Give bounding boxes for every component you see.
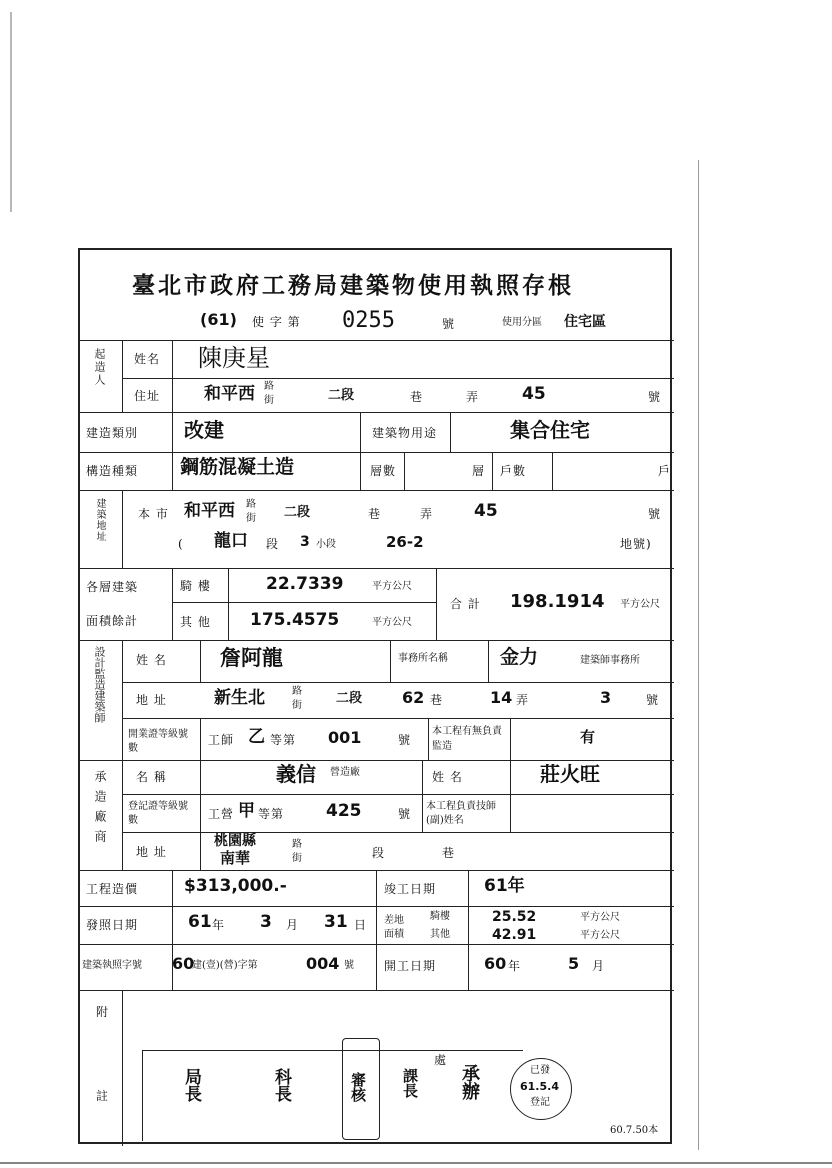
contractor-reg-prefix: 工營	[208, 807, 235, 821]
date-seal-top: 已發	[530, 1065, 550, 1076]
issue-label: 發照日期	[86, 918, 139, 932]
diff-arcade-label: 騎樓	[430, 911, 450, 922]
permit-value-number: 004	[306, 954, 340, 973]
households-label: 戶數	[500, 464, 527, 478]
applicant-street-label: 街	[264, 395, 274, 406]
designer-lane-value: 62	[402, 688, 425, 707]
area-arcade-label: 騎 樓	[180, 579, 211, 593]
site-subsection: 3	[300, 534, 310, 550]
designer-name-label: 姓 名	[136, 653, 167, 667]
permit-year: (61)	[200, 310, 237, 329]
designer-lane-label: 巷	[430, 693, 444, 707]
contractor-name-label: 名 稱	[136, 770, 167, 784]
stamp-handler: 承辦	[459, 1064, 480, 1100]
contractor-tech-label: 本工程負責技師(副)姓名	[426, 801, 496, 826]
designer-office-label: 事務所名稱	[398, 653, 448, 664]
contractor-lane-label: 巷	[442, 846, 456, 860]
designer-office-suffix: 建築師事務所	[580, 655, 640, 666]
designer-road-label: 路	[292, 686, 302, 697]
site-number-value: 45	[474, 501, 498, 521]
notes-label-bottom: 註	[96, 1089, 110, 1103]
site-street-label: 街	[246, 513, 256, 524]
area-other-unit: 平方公尺	[372, 617, 412, 628]
contractor-reg-grade: 甲	[238, 801, 255, 821]
designer-hao-label: 號	[646, 693, 660, 707]
contractor-reg-mid: 等第	[258, 807, 285, 821]
site-paren-open: (	[178, 537, 184, 551]
issue-month: 3	[260, 912, 272, 932]
designer-section-value: 二段	[336, 691, 363, 706]
stamp-director: 局長	[181, 1068, 201, 1102]
site-small-section-label: 小段	[316, 539, 336, 550]
stamp-review: 審核	[349, 1072, 367, 1102]
applicant-alley-label: 弄	[466, 390, 480, 404]
date-seal-bottom: 登記	[530, 1097, 550, 1108]
cost-label: 工程造價	[86, 882, 139, 896]
site-hao-label: 號	[648, 507, 662, 521]
designer-license-number: 001	[328, 728, 362, 747]
site-street: 和平西	[184, 501, 235, 521]
building-use-label: 建築物用途	[372, 426, 438, 440]
designer-license-label: 開業證等級號數	[128, 729, 188, 754]
diff-label: 差地面積	[384, 915, 404, 940]
structure-label: 構造種類	[86, 464, 139, 478]
contractor-reg-label: 登記證等級號數	[128, 801, 188, 826]
designer-number-value: 3	[600, 688, 612, 707]
site-lane-label: 巷	[368, 507, 382, 521]
area-total-unit: 平方公尺	[620, 599, 660, 610]
footer-code: 60.7.50本	[610, 1125, 659, 1136]
scan-bottom-line	[0, 1162, 832, 1164]
issue-day: 31	[324, 912, 348, 932]
applicant-name-label: 姓名	[134, 352, 161, 366]
applicant-hao-label: 號	[648, 390, 662, 404]
permit-value-year: 60	[172, 954, 195, 973]
household-unit: 戶	[658, 464, 672, 478]
notes-label-top: 附	[96, 1005, 110, 1019]
stamp-office: 處	[434, 1053, 448, 1067]
area-other-value: 175.4575	[250, 610, 340, 630]
structure-value: 鋼筋混凝土造	[180, 456, 295, 478]
start-month: 5	[568, 954, 580, 973]
designer-alley-value: 14	[490, 688, 513, 707]
area-label-2: 面積餘計	[86, 614, 139, 628]
floor-unit: 層	[472, 464, 486, 478]
contractor-section-label: 段	[372, 846, 386, 860]
permit-value-suffix: 號	[344, 960, 354, 971]
area-other-label: 其 他	[180, 615, 211, 629]
permit-label: 建築執照字號	[82, 960, 142, 971]
designer-supervisor-label: 本工程有無負責監造	[432, 726, 502, 752]
site-city-label: 本 市	[138, 507, 169, 521]
diff-arcade-value: 25.52	[492, 909, 537, 925]
applicant-lane-label: 巷	[410, 390, 424, 404]
designer-office-value: 金力	[500, 646, 539, 668]
contractor-reg-suffix: 號	[398, 807, 412, 821]
start-year: 60	[484, 954, 507, 973]
contractor-road-label: 路	[292, 839, 302, 850]
diff-other-unit: 平方公尺	[580, 930, 620, 941]
date-seal-value: 61.5.4	[520, 1080, 559, 1093]
site-land-label: 地號)	[620, 537, 652, 551]
applicant-road-label: 路	[264, 381, 274, 392]
designer-license-mid: 等第	[270, 733, 297, 747]
designer-address-label: 地 址	[136, 693, 167, 707]
area-arcade-unit: 平方公尺	[372, 581, 412, 592]
applicant-section-value: 二段	[328, 388, 355, 403]
applicant-address-label: 住址	[134, 389, 161, 403]
cost-value: $313,000.-	[184, 876, 287, 896]
scan-edge-line	[698, 160, 699, 1150]
completion-label: 竣工日期	[384, 882, 437, 896]
designer-license-suffix: 號	[398, 733, 412, 747]
diff-arcade-unit: 平方公尺	[580, 912, 620, 923]
site-duan-label: 段	[266, 537, 280, 551]
zone-value: 住宅區	[564, 314, 606, 330]
designer-alley-label: 弄	[516, 693, 530, 707]
designer-license-prefix: 工師	[208, 733, 235, 747]
site-section-value: 二段	[284, 505, 311, 520]
floors-label: 層數	[370, 464, 397, 478]
issue-month-label: 月	[286, 918, 300, 932]
stamp-unit-chief: 課長	[401, 1068, 419, 1098]
contractor-person-value: 莊火旺	[540, 762, 600, 786]
applicant-group-label: 起造人	[93, 348, 106, 387]
use-word-label: 使 字 第	[252, 315, 301, 329]
designer-license-grade: 乙	[248, 727, 265, 747]
designer-address-street: 新生北	[214, 688, 265, 708]
applicant-number-value: 45	[522, 384, 546, 404]
site-road-label: 路	[246, 499, 256, 510]
permit-number: 0255	[342, 308, 395, 333]
start-year-label: 年	[508, 959, 522, 973]
issue-year: 61	[188, 912, 212, 932]
contractor-street-label: 街	[292, 853, 302, 864]
designer-street-label: 街	[292, 700, 302, 711]
issue-day-label: 日	[354, 918, 368, 932]
site-alley-label: 弄	[420, 507, 434, 521]
area-total-value: 198.1914	[510, 591, 605, 612]
building-type-value: 改建	[184, 418, 224, 442]
contractor-reg-number: 425	[326, 801, 362, 821]
applicant-name-value: 陳庚星	[198, 344, 270, 372]
area-total-label: 合 計	[450, 597, 481, 611]
area-label-1: 各層建築	[86, 580, 139, 594]
building-use-value: 集合住宅	[510, 418, 590, 442]
zone-label: 使用分區	[502, 317, 542, 328]
start-label: 開工日期	[384, 959, 437, 973]
diff-other-label: 其他	[430, 929, 450, 940]
applicant-address-street: 和平西	[204, 384, 255, 404]
completion-value: 61年	[484, 876, 525, 896]
area-arcade-value: 22.7339	[266, 574, 344, 594]
scan-edge-mark	[10, 12, 12, 212]
contractor-name-value: 義信	[276, 762, 316, 786]
contractor-address-label: 地 址	[136, 845, 167, 859]
stamp-section-chief: 科長	[271, 1068, 291, 1102]
site-district: 龍口	[214, 531, 248, 551]
designer-supervisor-value: 有	[580, 728, 596, 746]
contractor-name-suffix: 營造廠	[330, 767, 360, 778]
permit-stub-form	[78, 248, 672, 1144]
contractor-address-city: 桃園縣	[214, 833, 256, 849]
designer-group-label: 設計監造建築師	[93, 646, 106, 723]
permit-value-mid: 建(壹)(營)字第	[192, 960, 258, 971]
contractor-person-label: 姓 名	[432, 770, 463, 784]
issue-year-label: 年	[212, 918, 226, 932]
start-month-label: 月	[592, 959, 606, 973]
site-lot: 26-2	[386, 533, 424, 551]
contractor-group-label: 承造廠商	[93, 770, 107, 850]
building-type-label: 建造類別	[86, 426, 139, 440]
form-title: 臺北市政府工務局建築物使用執照存根	[132, 272, 574, 299]
designer-name-value: 詹阿龍	[220, 646, 283, 670]
site-group-label: 建築地址	[94, 498, 105, 542]
contractor-address-street: 南華	[220, 849, 251, 867]
diff-other-value: 42.91	[492, 927, 537, 943]
hao-label: 號	[442, 317, 456, 331]
